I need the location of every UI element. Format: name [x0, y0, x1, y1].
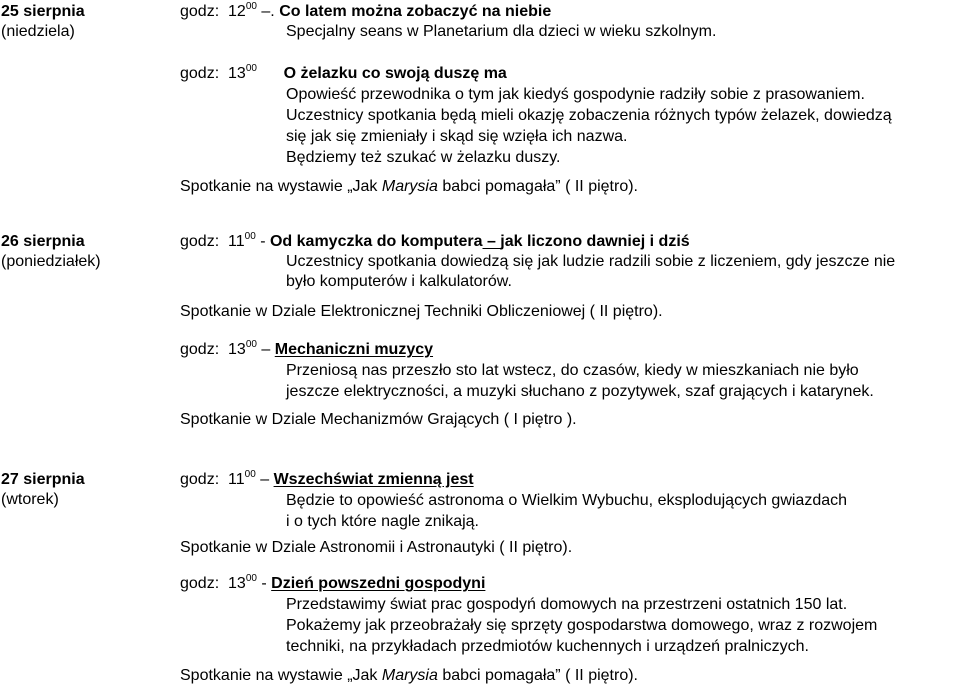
- event-heading: godz: $11^{00}$ – Wszechświat zmienną jest: [180, 469, 474, 488]
- weekday-label: (poniedziałek): [1, 253, 101, 270]
- event-time: $11^{00}$: [228, 469, 256, 488]
- event-time: $11^{00}$: [228, 231, 256, 250]
- time-prefix: godz:: [180, 575, 220, 592]
- day-date: [1, 232, 101, 272]
- day-date: [1, 2, 85, 42]
- time-prefix: godz:: [180, 341, 220, 358]
- date-label: 25 sierpnia: [1, 3, 85, 20]
- event-heading: godz: $12^{00}$ –. Co latem można zobaczyć na niebie: [180, 1, 552, 20]
- date-label: 27 sierpnia: [1, 471, 85, 488]
- date-label: 26 sierpnia: [1, 233, 85, 250]
- event-description: Opowieść przewodnika o tym jak kiedyś gospodynie radziły sobie z prasowaniem.: [286, 86, 865, 103]
- event-description: było komputerów i kalkulatorów.: [286, 273, 512, 290]
- event-location: Spotkanie w Dziale Mechanizmów Grających ( I piętro ).: [180, 411, 577, 428]
- event-description: Uczestnicy spotkania dowiedzą się jak ludzie radzili sobie z liczeniem, gdy jeszcze nie: [286, 253, 896, 270]
- time-prefix: godz:: [180, 471, 220, 488]
- event-title: Wszechświat zmienną jest: [273, 471, 474, 488]
- event-location: Spotkanie na wystawie „Jak Marysia babci pomagała” ( II piętro).: [180, 178, 638, 195]
- weekday-label: (niedziela): [1, 23, 75, 40]
- event-description: Będzie to opowieść astronoma o Wielkim Wybuchu, eksplodujących gwiazdach: [286, 492, 848, 509]
- event-title: Dzień powszedni gospodyni: [271, 575, 486, 592]
- event-description: Pokażemy jak przeobrażały się sprzęty gospodarstwa domowego, wraz z rozwojem: [286, 617, 878, 634]
- event-description: Przeniosą nas przeszło sto lat wstecz, do czasów, kiedy w mieszkaniach nie było: [286, 362, 859, 379]
- event-heading: godz: $13^{00}$ - Dzień powszedni gospodyni: [180, 573, 486, 592]
- event-description: techniki, na przykładach przedmiotów kuchennych i urządzeń pralniczych.: [286, 638, 809, 655]
- event-time: $13^{00}$: [228, 573, 257, 592]
- event-heading: godz: $11^{00}$ - Od kamyczka do komputera – jak liczono dawniej i dziś: [180, 231, 690, 250]
- weekday-label: (wtorek): [1, 491, 59, 508]
- event-description: się jak się zmieniały i skąd się wzięła ich nazwa.: [286, 128, 628, 145]
- time-prefix: godz:: [180, 233, 220, 250]
- event-location: Spotkanie w Dziale Elektronicznej Techniki Obliczeniowej ( II piętro).: [180, 303, 663, 320]
- event-description: Będziemy też szukać w żelazku duszy.: [286, 149, 561, 166]
- event-title: Mechaniczni muzycy: [274, 341, 434, 358]
- event-description: Specjalny seans w Planetarium dla dzieci w wieku szkolnym.: [286, 23, 717, 40]
- day-date: [1, 470, 85, 510]
- event-title: O żelazku co swoją duszę ma: [283, 65, 507, 82]
- event-location: Spotkanie w Dziale Astronomii i Astronautyki ( II piętro).: [180, 539, 573, 556]
- event-time: $12^{00}$: [228, 1, 257, 20]
- event-description: Przedstawimy świat prac gospodyń domowych na przestrzeni ostatnich 150 lat.: [286, 596, 848, 613]
- event-title: Co latem można zobaczyć na niebie: [279, 3, 552, 20]
- event-description: jeszcze elektryczności, a muzyki słuchano z pozytywek, szaf grających i katarynek.: [286, 383, 874, 400]
- event-time: $13^{00}$: [228, 339, 257, 358]
- event-time: $13^{00}$: [228, 63, 257, 82]
- event-description: Uczestnicy spotkania będą mieli okazję zobaczenia różnych typów żelazek, dowiedzą: [286, 107, 892, 124]
- event-description: i o tych które nagle znikają.: [286, 513, 479, 530]
- time-prefix: godz:: [180, 65, 220, 82]
- event-heading: godz: $13^{00}$ – Mechaniczni muzycy: [180, 339, 434, 358]
- event-title: Od kamyczka do komputera – jak liczono dawniej i dziś: [269, 233, 690, 250]
- event-heading: [180, 64, 507, 84]
- time-prefix: godz:: [180, 3, 220, 20]
- event-location: Spotkanie na wystawie „Jak Marysia babci pomagała” ( II piętro).: [180, 667, 638, 684]
